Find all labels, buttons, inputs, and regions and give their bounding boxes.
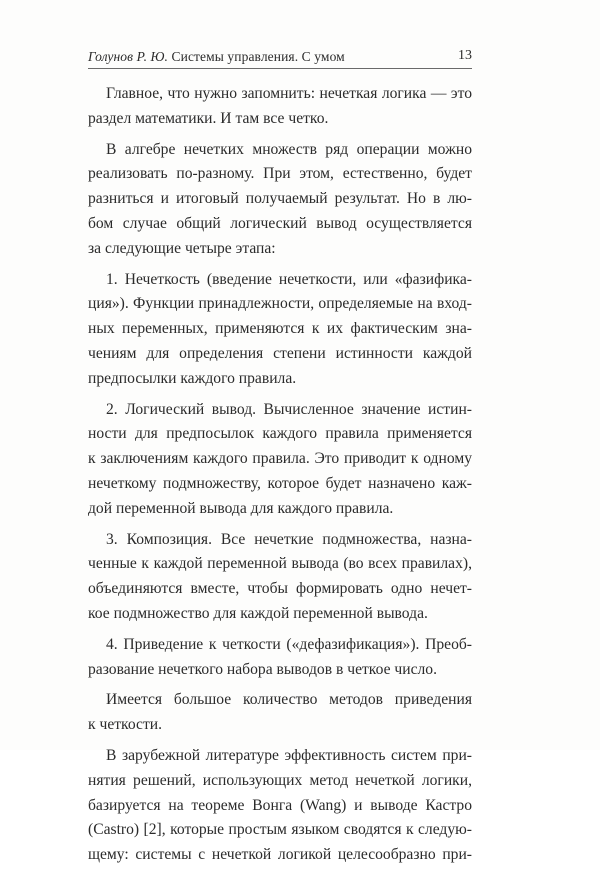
- text-line: за следующие четыре этапа:: [88, 239, 276, 257]
- text-line: 3. Композиция. Все нечеткие подмножества, назна-: [106, 530, 472, 548]
- text-line: ности для предпосылок каждого правила применяется: [88, 425, 472, 443]
- text-line: к четкости.: [88, 716, 163, 734]
- text-line: реализовать по-разному. При этом, естественно, будет: [88, 165, 472, 183]
- text-line: 4. Приведение к четкости («дефазификация»). Преоб-: [106, 635, 472, 653]
- body-text: [88, 82, 472, 874]
- text-line: базируется на теореме Вонга (Wang) и выводе Кастро: [88, 796, 472, 814]
- text-line: кое подмножество для каждой переменной вывода.: [88, 604, 428, 622]
- text-line: объединяются вместе, чтобы формировать одно нечет-: [88, 580, 472, 598]
- text-line: 2. Логический вывод. Вычисленное значение истин-: [106, 400, 472, 418]
- paragraph: [88, 633, 472, 683]
- text-line: ченные к каждой переменной вывода (во всех правилах),: [88, 555, 472, 573]
- text-line: разование нечеткого набора выводов в четкое число.: [88, 660, 437, 678]
- text-line: дой переменной вывода для каждого правила.: [88, 499, 394, 517]
- paragraph: [88, 138, 472, 262]
- text-line: В зарубежной литературе эффективность систем при-: [106, 746, 472, 764]
- text-line: к заключениям каждого правила. Это приводит к одному: [88, 450, 472, 468]
- text-line: нечеткому подмножеству, которое будет назначено каж-: [88, 474, 472, 492]
- text-line: разниться и итоговый получаемый результат. Но в лю-: [88, 190, 472, 208]
- paragraph: [88, 744, 472, 868]
- text-line: раздел математики. И там все четко.: [88, 109, 329, 127]
- paragraph: [88, 82, 472, 132]
- text-line: Имеется большое количество методов приведения: [106, 691, 472, 709]
- running-title: [88, 49, 345, 65]
- text-line: 1. Нечеткость (введение нечеткости, или «фазифика-: [106, 270, 472, 288]
- text-line: нятия решений, использующих метод нечеткой логики,: [88, 771, 472, 789]
- header-title: Системы управления. С умом: [171, 49, 345, 64]
- text-line: чениям для определения степени истинности каждой: [88, 344, 472, 362]
- text-line: В алгебре нечетких множеств ряд операции можно: [106, 140, 472, 158]
- header-rule: [88, 68, 472, 69]
- text-line: щему: системы с нечеткой логикой целесообразно при-: [88, 846, 472, 864]
- text-line: ция»). Функции принадлежности, определяемые на вход-: [88, 295, 472, 313]
- text-line: предпосылки каждого правила.: [88, 369, 297, 387]
- header-author: Голунов Р. Ю.: [88, 49, 169, 64]
- paragraph: [88, 688, 472, 738]
- paragraph: [88, 268, 472, 392]
- text-line: (Castro) [2], которые простым языком сводятся к следую-: [88, 821, 472, 839]
- text-line: ных переменных, применяются к их фактическим зна-: [88, 320, 472, 338]
- running-header: [88, 46, 472, 70]
- text-line: бом случае общий логический вывод осуществляется: [88, 214, 472, 232]
- paragraph: [88, 528, 472, 627]
- page-number: 13: [458, 48, 472, 63]
- paragraph: [88, 398, 472, 522]
- text-line: Главное, что нужно запомнить: нечеткая логика — это: [106, 85, 472, 102]
